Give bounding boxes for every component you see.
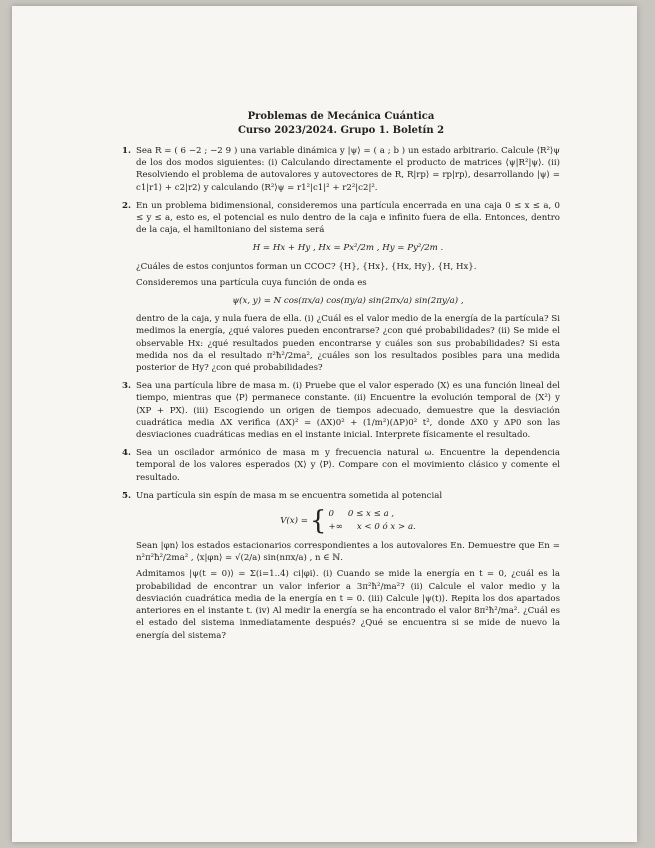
problem-4 xyxy=(122,447,560,484)
paper-sheet xyxy=(12,6,637,842)
problem-2 xyxy=(122,200,560,374)
case-value: +∞ xyxy=(328,522,343,533)
potential-cases xyxy=(328,508,415,534)
case-row xyxy=(328,521,415,534)
case-condition: 0 ≤ x ≤ a , xyxy=(347,509,395,520)
problem-1 xyxy=(122,145,560,194)
potential-equation xyxy=(136,506,560,537)
problem-text: Consideremos una partícula cuya función de onda es xyxy=(136,277,367,288)
problem-text: Una partícula sin espín de masa m se encuentra sometida al potencial xyxy=(136,490,443,501)
problem-number: 4. xyxy=(122,448,131,459)
problem-text: ¿Cuáles de estos conjuntos forman un CCOC? {H}, {Hx}, {Hx, Hy}, {H, Hx}. xyxy=(136,261,477,272)
case-condition: x < 0 ó x > a. xyxy=(356,522,416,533)
problem-number: 3. xyxy=(122,381,131,392)
problem-text: En un problema bidimensional, consideremos una partícula encerrada en una caja 0 ≤ x ≤ a, 0 ≤ y ≤ a, esto es, el potencial es nulo dentro de la caja e infinito fuera de ella. Entonces, dentro de la caja, el hamiltoniano del sistema será xyxy=(136,200,560,236)
problem-text: Sean |φn⟩ los estados estacionarios correspondientes a los autovalores En. Demuestre que En = n²π²ħ²/2ma² , ⟨x|φn⟩ = √(2/a) sin(nπx/a) , n ∈ ℕ. xyxy=(136,541,560,564)
case-value: 0 xyxy=(328,509,334,520)
problem-3 xyxy=(122,380,560,441)
problem-text: Sea R = ( 6 −2 ; −2 9 ) una variable dinámica y |ψ⟩ = ( a ; b ) un estado arbitrario. Calcule ⟨R²⟩ψ de los dos modos siguientes: (i) Calculando directamente el producto de matrices ⟨ψ|R²|ψ⟩. (ii) Resolviendo el problema de autovalores y autovectores de R, R|rp⟩ = rp|rp⟩, desarrollando |ψ⟩ = c1|r1⟩ + c2|r2⟩ y calculando ⟨R²⟩ψ = r1²|c1|² + r2²|c2|². xyxy=(136,146,560,193)
problem-text: Sea un oscilador armónico de masa m y frecuencia natural ω. Encuentre la dependencia temporal de los valores esperados ⟨X⟩ y ⟨P⟩. Compare con el movimiento clásico y comente el resultado. xyxy=(136,448,560,483)
problem-text: dentro de la caja, y nula fuera de ella. (i) ¿Cuál es el valor medio de la energía de la partícula? Si medimos la energía, ¿qué valores pueden encontrarse? ¿con qué probabilidades? (ii) Se mide el observable Hx: ¿qué resultados pueden encontrarse y cuáles son sus probabilidades? Si esta medida nos da el resultado π²ħ²/2ma², ¿cuáles son los resultados posibles para una medida posterior de Hy? ¿con qué probabilidades? xyxy=(136,314,560,374)
wavefunction-equation: ψ(x, y) = N cos(πx/a) cos(πy/a) sin(2πx/a) sin(2πy/a) , xyxy=(232,296,464,307)
title-line-1: Problemas de Mecánica Cuántica xyxy=(247,111,435,122)
case-row xyxy=(328,508,415,521)
title-line-2: Curso 2023/2024. Grupo 1. Boletín 2 xyxy=(237,124,445,136)
problem-5 xyxy=(122,490,560,642)
document-content xyxy=(122,110,560,648)
left-brace-icon: { xyxy=(309,506,327,537)
hamiltonian-equation: H = Hx + Hy , Hx = Px²/2m , Hy = Py²/2m . xyxy=(252,243,444,254)
problem-text: Sea una partícula libre de masa m. (i) Pruebe que el valor esperado ⟨X⟩ es una función lineal del tiempo, mientras que ⟨P⟩ permanece constante. (ii) Encuentre la evolución temporal de ⟨X²⟩ y ⟨XP + PX⟩. (iii) Escogiendo un origen de tiempos adecuado, demuestre que la desviación cuadrática media ΔX verifica (ΔX)² = (ΔX)0² + (1/m²)(ΔP)0² t², donde ΔX0 y ΔP0 son las desviaciones cuadráticas medias en el instante inicial. Interprete físicamente el resultado. xyxy=(136,381,560,441)
problem-number: 5. xyxy=(122,490,131,501)
problem-number: 1. xyxy=(122,146,131,156)
potential-lhs: V(x) = xyxy=(280,515,308,526)
problem-number: 2. xyxy=(122,200,131,211)
document-title xyxy=(122,110,560,137)
problem-text: Admitamos |ψ(t = 0)⟩ = Σ(i=1..4) ci|φi⟩. (i) Cuando se mide la energía en t = 0, ¿cuál es la probabilidad de encontrar un valor inferior a 3π²ħ²/ma²? (ii) Calcule el valor medio y la desviación cuadrática media de la energía en t = 0. (iii) Calcule |ψ(t)⟩. Repita los dos apartados anteriores en el instante t. (iv) Al medir la energía se ha encontrado el valor 8π²ħ²/ma². ¿Cuál es el estado del sistema inmediatamente después? ¿Qué se encuentra si se mide de nuevo la energía del sistema? xyxy=(136,569,560,641)
